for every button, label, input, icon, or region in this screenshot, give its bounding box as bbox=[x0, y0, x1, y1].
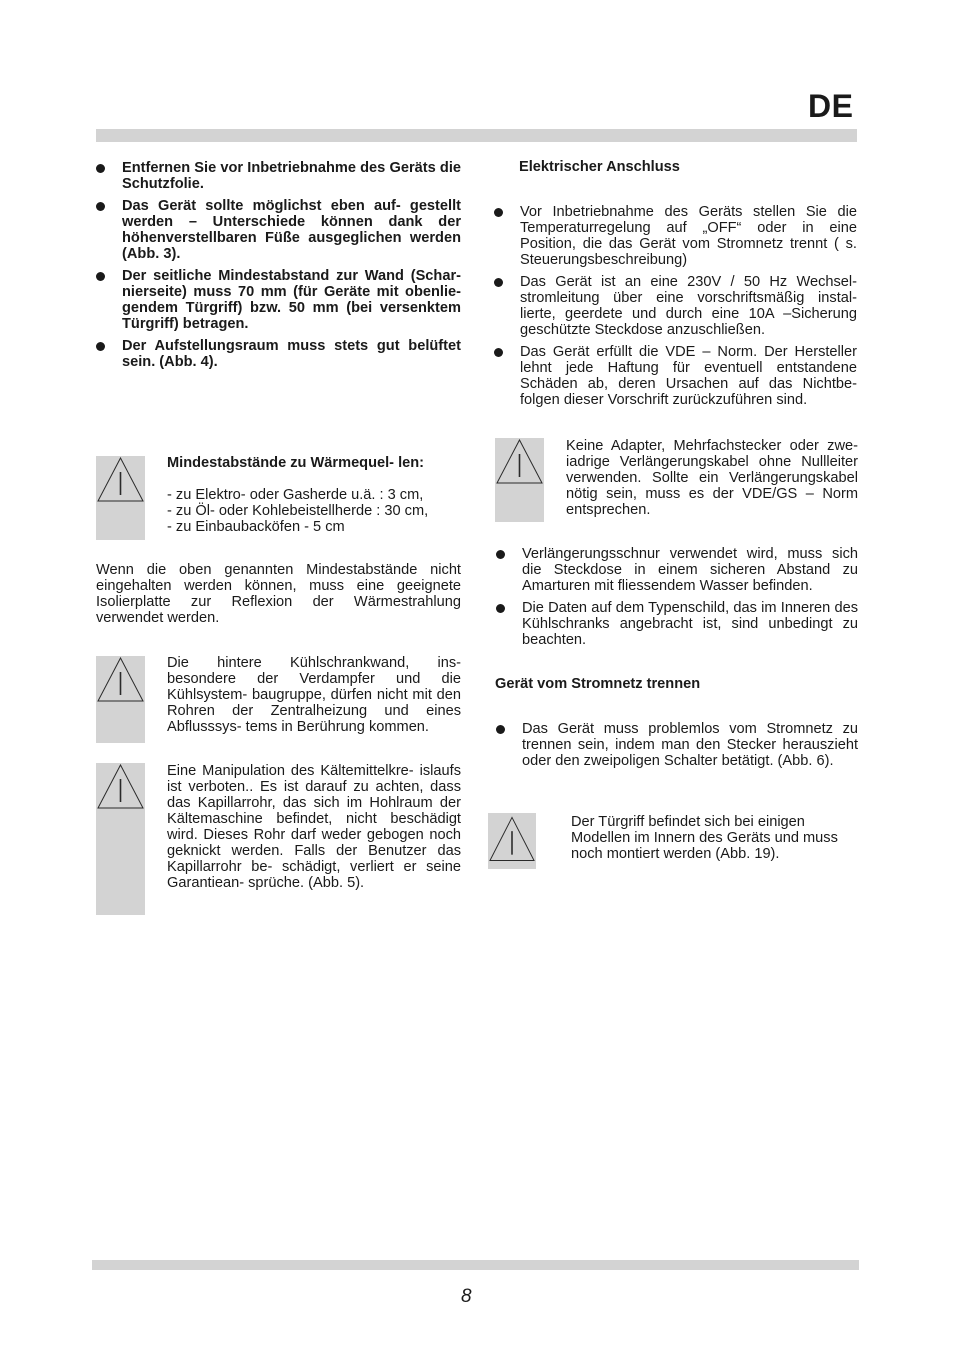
language-code: DE bbox=[808, 88, 854, 124]
list-item: Das Gerät ist an eine 230V / 50 Hz Wechsel- stromleitung über eine vorschriftsmäßig instal- lierte, geerdete und durch eine 10A –Sicherung geschützte Steckdose anzuschließen. bbox=[494, 274, 857, 338]
electric-bullets bbox=[494, 204, 857, 414]
back-wall-warning-text: Die hintere Kühlschrankwand, ins- besondere der Verdampfer und die Kühlsystem- baugruppe, dürfen nicht mit den Rohren der Zentralheizung und eines Abflusssys- tems in Berührung kommen. bbox=[167, 655, 461, 735]
warning-box bbox=[488, 813, 536, 869]
adapter-warning-text: Keine Adapter, Mehrfachstecker oder zwe- iadrige Verlängerungskabel ohne Nullleiter verwenden. Sollte ein Verlängerungskabel nötig sein, muss es der VDE/GS – Norm entsprechen. bbox=[566, 438, 858, 518]
list-item: - zu Elektro- oder Gasherde u.ä. : 3 cm, bbox=[167, 487, 424, 503]
list-item: Der Aufstellungsraum muss stets gut belüftet sein. (Abb. 4). bbox=[96, 338, 461, 370]
list-item: Das Gerät erfüllt die VDE – Norm. Der Hersteller lehnt jede Haftung für eventuell entstandene Schäden ab, deren Ursachen auf das Nichtbe- folgen dieser Vorschrift zurückzuführen sind. bbox=[494, 344, 857, 408]
list-item: Das Gerät sollte möglichst eben auf- gestellt werden – Unterschiede können dank der höhenverstellbaren Füße ausgeglichen werden (Abb. 3). bbox=[96, 198, 461, 262]
warning-box bbox=[96, 656, 145, 743]
footer-divider bbox=[92, 1260, 859, 1270]
door-handle-note: Der Türgriff befindet sich bei einigen Modellen im Innern des Geräts und muss noch montiert werden (Abb. 19). bbox=[571, 814, 838, 862]
bullet-icon bbox=[496, 550, 505, 559]
list-item: Das Gerät muss problemlos vom Stromnetz zu trennen sein, indem man den Stecker herauszieht oder den zweipoligen Schalter betätigt. (Abb. 6). bbox=[496, 721, 858, 769]
list-item: Entfernen Sie vor Inbetriebnahme des Geräts die Schutzfolie. bbox=[96, 160, 461, 192]
warning-box bbox=[96, 456, 145, 540]
warning-triangle-icon bbox=[96, 763, 145, 811]
page-number: 8 bbox=[461, 1286, 472, 1307]
warning-triangle-icon bbox=[96, 656, 145, 704]
bullet-icon bbox=[96, 202, 105, 211]
bullet-icon bbox=[96, 272, 105, 281]
warning-triangle-icon bbox=[96, 456, 145, 504]
heat-sources-list bbox=[167, 487, 462, 535]
list-item: - zu Einbaubacköfen - 5 cm bbox=[167, 519, 345, 535]
warning-triangle-icon bbox=[488, 813, 536, 865]
extension-bullets bbox=[496, 546, 858, 654]
warning-triangle-icon bbox=[495, 438, 544, 486]
bullet-icon bbox=[496, 604, 505, 613]
bullet-icon bbox=[96, 164, 105, 173]
bullet-icon bbox=[96, 342, 105, 351]
list-item: Verlängerungsschnur verwendet wird, muss sich die Steckdose in einem sicheren Abstand zu Amarturen mit fliessendem Wasser befinden. bbox=[496, 546, 858, 594]
bullet-icon bbox=[494, 348, 503, 357]
electric-connection-title: Elektrischer Anschluss bbox=[519, 159, 680, 175]
list-item: Der seitliche Mindestabstand zur Wand (Schar- nierseite) muss 70 mm (für Geräte mit obenlie- gendem Türgriff) bzw. 50 mm (bei versenktem Türgriff) betragen. bbox=[96, 268, 461, 332]
disconnect-bullets bbox=[496, 721, 858, 775]
list-item: Die Daten auf dem Typenschild, das im Inneren des Kühlschranks angebracht ist, sind unbedingt zu beachten. bbox=[496, 600, 858, 648]
bullet-icon bbox=[494, 208, 503, 217]
list-item: - zu Öl- oder Kohlebeistellherde : 30 cm, bbox=[167, 503, 429, 519]
disconnect-title: Gerät vom Stromnetz trennen bbox=[495, 676, 701, 692]
bullet-icon bbox=[494, 278, 503, 287]
list-item: Vor Inbetriebnahme des Geräts stellen Sie die Temperaturregelung auf „OFF“ oder in eine Position, die das Gerät vom Stromnetz trennt ( s. Steuerungsbeschreibung) bbox=[494, 204, 857, 268]
refrigerant-warning-text: Eine Manipulation des Kältemittelkre- islaufs ist verboten.. Es ist darauf zu achten, dass das Kapillarrohr, das sich im Hohlraum der Kältemaschine befindet, nicht beschädigt wird. Dieses Rohr darf weder gebogen noch geknickt werden. Falls der Benutzer das Kapillarrohr be- schädigt, verliert er seine Garantiean- sprüche. (Abb. 5). bbox=[167, 763, 461, 891]
bullet-icon bbox=[496, 725, 505, 734]
installation-bullets bbox=[96, 160, 461, 376]
warning-box bbox=[96, 763, 145, 915]
warning-box bbox=[495, 438, 544, 522]
heat-sources-title: Mindestabstände zu Wärmequel- len: bbox=[167, 455, 425, 471]
header-divider bbox=[96, 129, 857, 142]
insulation-paragraph: Wenn die oben genannten Mindestabstände nicht eingehalten werden können, muss eine geeignete Isolierplatte zur Reflexion der Wärmestrahlung verwendet werden. bbox=[96, 562, 461, 626]
